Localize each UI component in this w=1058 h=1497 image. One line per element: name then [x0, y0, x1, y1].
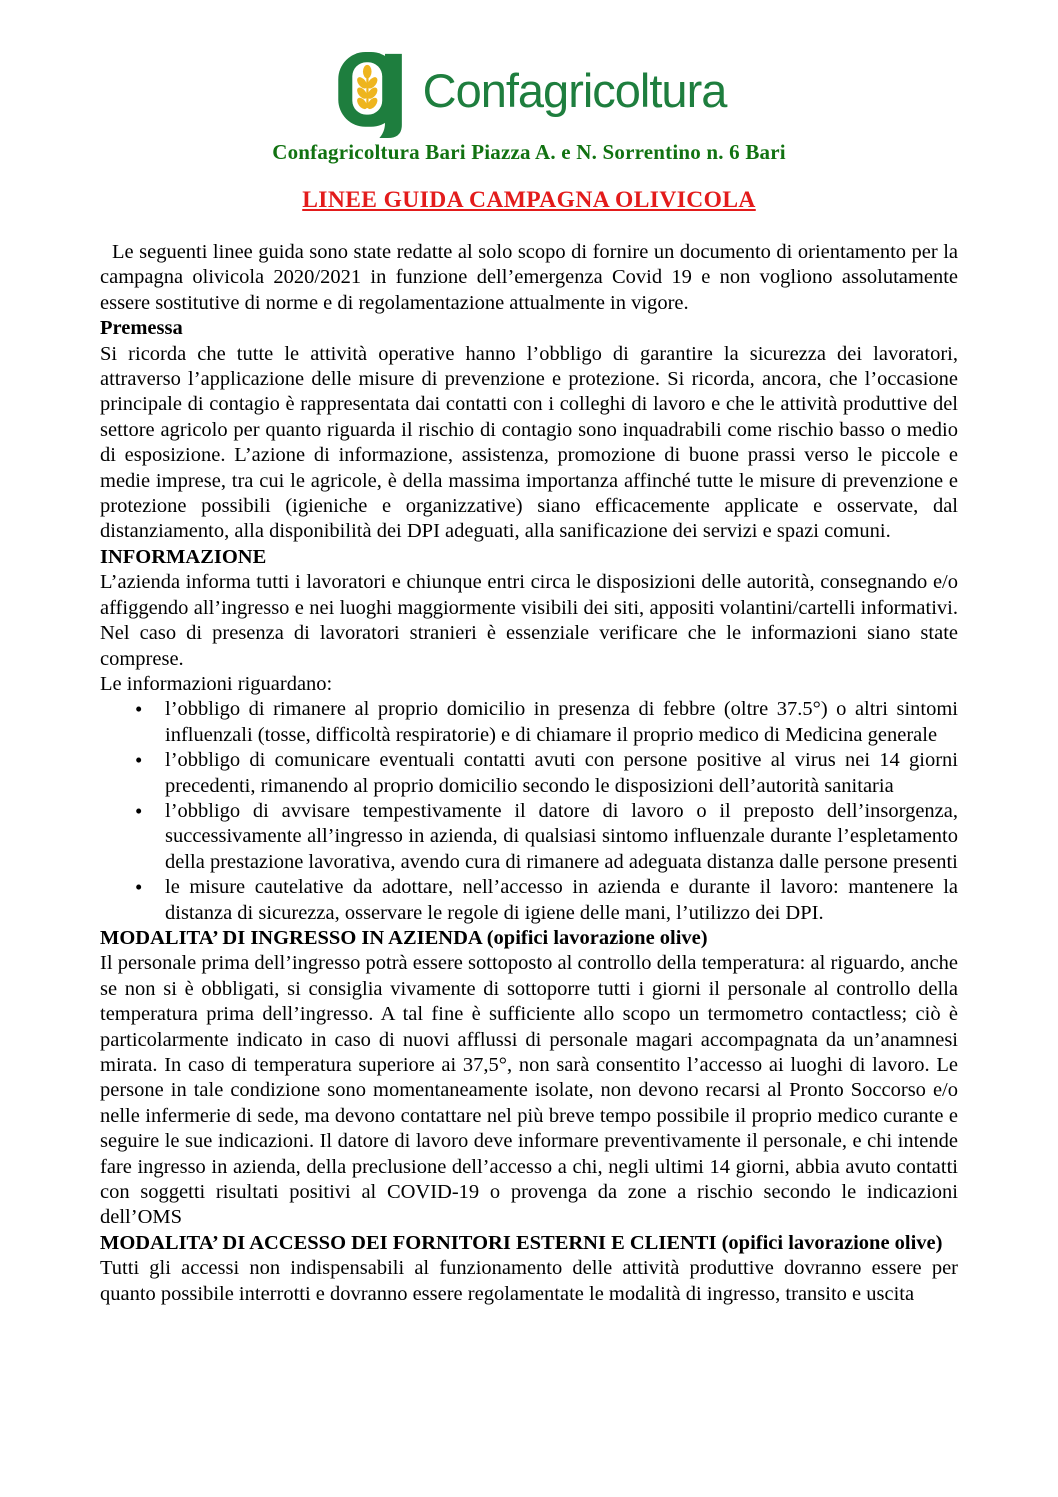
brand-wordmark: Confagricoltura [422, 63, 727, 117]
list-item: • l’obbligo di comunicare eventuali contatti avuti con persone positive al virus nei 14 giorni precedenti, rimanendo al proprio domicilio secondo le disposizioni dell’autorità sanitaria [135, 748, 958, 799]
heading-informazione: INFORMAZIONE [100, 545, 267, 568]
paragraph-fornitori-clienti: Tutti gli accessi non indispensabili al funzionamento delle attività produttive dovranno essere per quanto possibile interrotti e dovranno essere regolamentate le modalità di ingresso, transito e uscita [100, 1257, 958, 1305]
confagricoltura-logo [332, 52, 410, 138]
brand-header [0, 0, 1058, 138]
address-line: Confagricoltura Bari Piazza A. e N. Sorrentino n. 6 Bari [272, 140, 786, 164]
list-item: • l’obbligo di rimanere al proprio domicilio in presenza di febbre (oltre 37.5°) o altri sintomi influenzali (tosse, difficoltà respiratorie) e di chiamare il proprio medico di Medicina generale [135, 697, 958, 748]
paragraph-informazioni-lead: Le informazioni riguardano: [100, 672, 333, 695]
paragraph-intro: Le seguenti linee guida sono state redatte al solo scopo di fornire un documento di orientamento per la campagna olivicola 2020/2021 in funzione dell’emergenza Covid 19 e non vogliono assolutamente essere sostitutive di norme e di regolamentazione attualmente in vigore. [100, 241, 958, 314]
list-item: • le misure cautelative da adottare, nell’accesso in azienda e durante il lavoro: mantenere la distanza di sicurezza, osservare le regole di igiene delle mani, l’utilizzo dei DPI. [135, 875, 958, 926]
paragraph-ingresso-azienda: Il personale prima dell’ingresso potrà essere sottoposto al controllo della temperatura: al riguardo, anche se non si è obbligati, si consiglia vivamente di sottoporre tutti i giorni il personale al controllo della temperatura prima dell’ingresso. A tal fine è sufficiente allo scopo un termometro contactless; ciò è particolarmente indicato in caso di nuovi afflussi di personale magari accompagnata da un’anamnesi mirata. In caso di temperatura superiore ai 37,5°, non sarà consentito l’accesso ai luoghi di lavoro. Le persone in tale condizione sono momentaneamente isolate, non devono recarsi al Pronto Soccorso e/o nelle infermerie di sede, ma devono contattare nel più breve tempo possibile il proprio medico curante e seguire le sue indicazioni. Il datore di lavoro deve informare preventivamente il personale, e chi intende fare ingresso in azienda, della preclusione dell’accesso a chi, negli ultimi 14 giorni, abbia avuto contatti con soggetti risultati positivi al COVID-19 o provenga da zone a rischio secondo le indicazioni dell’OMS [100, 952, 958, 1229]
document-body [100, 240, 958, 1307]
heading-ingresso-azienda: MODALITA’ DI INGRESSO IN AZIENDA (opifici lavorazione olive) [100, 926, 708, 949]
paragraph-informazione: L’azienda informa tutti i lavoratori e chiunque entri circa le disposizioni delle autorità, consegnando e/o affiggendo all’ingresso e nei luoghi maggiormente visibili dei siti, appositi volantini/cartelli informativi. Nel caso di presenza di lavoratori stranieri è essenziale verificare che le informazioni siano state comprese. [100, 571, 958, 670]
bullet-list [100, 697, 958, 926]
document-title: LINEE GUIDA CAMPAGNA OLIVICOLA [302, 187, 756, 213]
list-item: • l’obbligo di avvisare tempestivamente il datore di lavoro o il preposto dell’insorgenza, successivamente all’ingresso in azienda, di qualsiasi sintomo influenzale durante l’espletamento della prestazione lavorativa, avendo cura di rimanere ad adeguata distanza dalle persone presenti [135, 799, 958, 875]
paragraph-premessa: Si ricorda che tutte le attività operative hanno l’obbligo di garantire la sicurezza dei lavoratori, attraverso l’applicazione delle misure di prevenzione e protezione. Si ricorda, ancora, che l’occasione principale di contagio è rappresentata dai contatti con i colleghi di lavoro e che le attività produttive del settore agricolo per quanto riguarda il rischio di contagio sono inquadrabili come rischio basso o medio di esposizione. L’azione di informazione, assistenza, promozione di buone prassi verso le piccole e medie imprese, tra cui le agricole, è della massima importanza affinché tutte le misure di prevenzione e protezione possibili (igieniche e organizzative) siano efficacemente applicate e osservate, dal distanziamento, alla disponibilità dei DPI adeguati, alla sanificazione dei servizi e spazi comuni. [100, 342, 958, 543]
heading-premessa: Premessa [100, 317, 183, 340]
heading-fornitori-clienti: MODALITA’ DI ACCESSO DEI FORNITORI ESTERNI E CLIENTI (opifici lavorazione olive) [100, 1231, 943, 1254]
wheat-icon [332, 52, 410, 138]
